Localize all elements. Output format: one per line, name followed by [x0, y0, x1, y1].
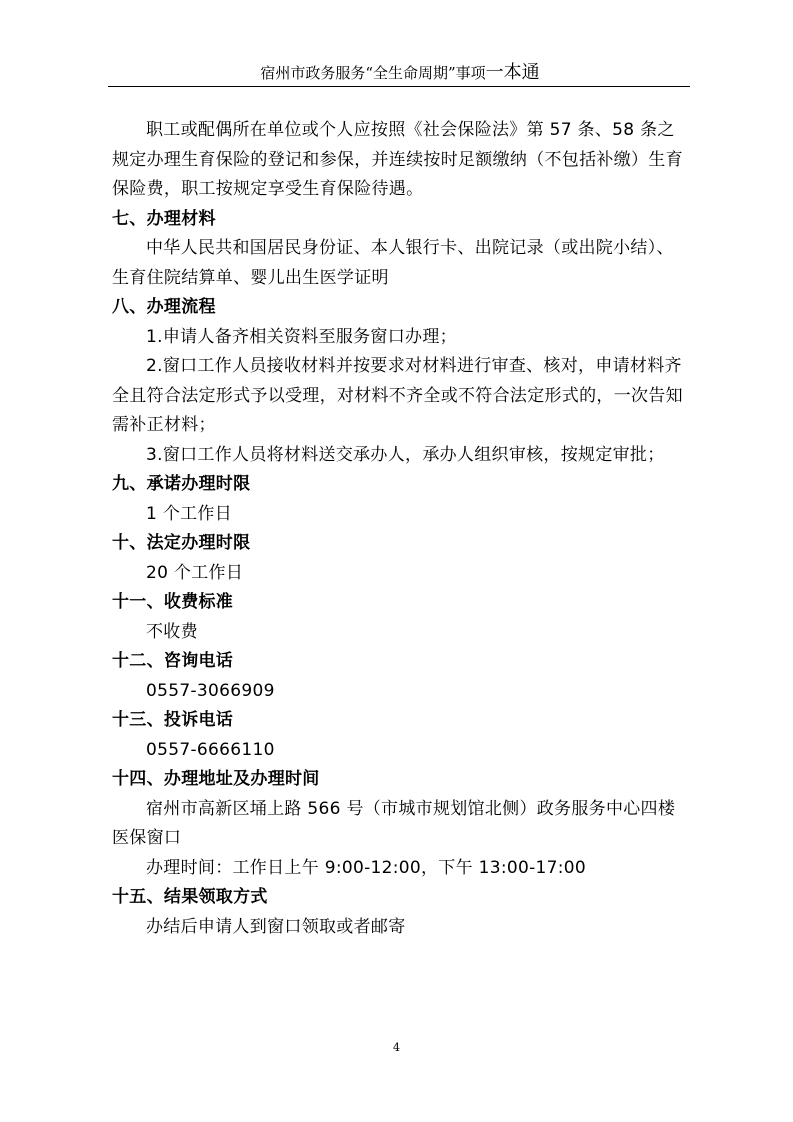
section-heading-complaint-phone: 十三、投诉电话: [112, 710, 234, 730]
process-step: 1.申请人备齐相关资料至服务窗口办理；: [146, 326, 457, 347]
header-title: 宿州市政务服务“全生命周期”事项: [260, 64, 486, 82]
section-heading-legal-time: 十、法定办理时限: [112, 533, 251, 553]
section-heading-promised-time: 九、承诺办理时限: [112, 474, 251, 494]
page-number: 4: [393, 1041, 400, 1054]
section-heading-fee: 十一、收费标准: [112, 592, 234, 612]
fee-value: 不收费: [146, 621, 198, 642]
consult-phone-value: 0557-3066909: [146, 680, 275, 701]
section-heading-result: 十五、结果领取方式: [112, 887, 268, 907]
legal-time-value: 20 个工作日: [146, 562, 244, 583]
intro-paragraph: 职工或配偶所在单位或个人应按照《社会保险法》第 57 条、58 条之规定办理生育保险的登记和参保，并连续按时足额缴纳（不包括补缴）生育保险费，职工按规定享受生育保险待遇。: [112, 120, 683, 199]
running-header: [110, 62, 690, 84]
section-heading-materials: 七、办理材料: [112, 208, 216, 229]
document-body: [112, 116, 690, 942]
promised-time-value: 1 个工作日: [146, 503, 233, 524]
address-text: 宿州市高新区埇上路 566 号（市城市规划馆北侧）政务服务中心四楼医保窗口: [112, 798, 676, 848]
result-method-text: 办结后申请人到窗口领取或者邮寄: [146, 916, 406, 937]
process-step: 3.窗口工作人员将材料送交承办人，承办人组织审核，按规定审批；: [146, 444, 665, 465]
office-hours-text: 办理时间：工作日上午 9:00-12:00，下午 13:00-17:00: [146, 857, 587, 878]
process-step: 2.窗口工作人员接收材料并按要求对材料进行审查、核对，申请材料齐全且符合法定形式予以受理，对材料不齐全或不符合法定形式的，一次告知需补正材料；: [112, 356, 683, 435]
complaint-phone-value: 0557-6666110: [146, 739, 275, 760]
materials-text: 中华人民共和国居民身份证、本人银行卡、出院记录（或出院小结）、生育住院结算单、婴儿出生医学证明: [112, 238, 674, 288]
section-heading-consult-phone: 十二、咨询电话: [112, 651, 234, 671]
header-title-tail: 一本通: [485, 62, 540, 83]
section-heading-process: 八、办理流程: [112, 297, 216, 317]
header-divider: [108, 86, 690, 87]
section-heading-address: 十四、办理地址及办理时间: [112, 769, 320, 789]
